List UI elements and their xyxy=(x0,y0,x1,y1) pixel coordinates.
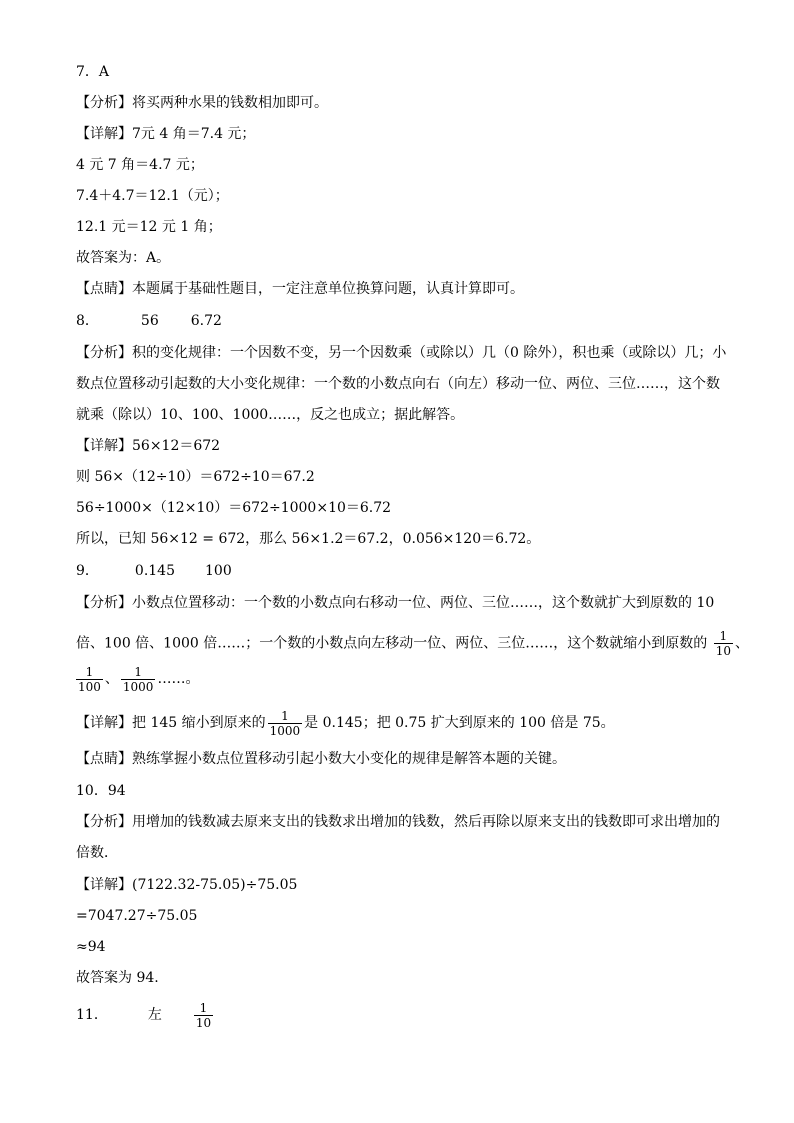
denominator: 1000 xyxy=(122,679,154,694)
detail-10-line-2: =7047.27÷75.05 xyxy=(76,908,198,924)
detail-7-line-4: 12.1 元＝12 元 1 角； xyxy=(76,219,222,235)
analysis-10-line-1: 【分析】用增加的钱数减去原来支出的钱数求出增加的钱数，然后再除以原来支出的钱数即可求出增加的 xyxy=(76,814,720,830)
answer-value: 6.72 xyxy=(190,313,222,329)
analysis-10-line-2: 倍数． xyxy=(76,845,118,861)
answer-10-heading: 10．94 xyxy=(76,783,126,799)
answer-value: 左 xyxy=(147,1007,162,1023)
answer-8-heading xyxy=(76,311,222,331)
answer-value: 100 xyxy=(205,563,232,579)
numerator: 1 xyxy=(281,708,289,723)
fraction xyxy=(76,665,103,694)
detail-10-line-1: 【详解】(7122.32-75.05)÷75.05 xyxy=(76,877,298,893)
question-number: 9． xyxy=(76,563,99,579)
detail-7-line-3: 7.4＋4.7＝12.1（元）； xyxy=(76,188,229,204)
denominator: 10 xyxy=(195,1015,212,1030)
comment-9: 【点睛】熟练掌握小数点位置移动引起小数大小变化的规律是解答本题的关键。 xyxy=(76,751,566,767)
answer-9-heading xyxy=(76,561,232,581)
fraction xyxy=(714,629,733,658)
detail-10-line-3: ≈94 xyxy=(76,939,106,955)
answer-11-heading xyxy=(76,998,215,1032)
separator: 、 xyxy=(734,635,749,652)
analysis-9-line-2 xyxy=(76,629,749,658)
question-number: 8． xyxy=(76,313,99,329)
answer-7-heading: 7．A xyxy=(76,64,110,80)
denominator: 10 xyxy=(715,644,731,658)
detail-8-line-4: 所以，已知 56×12 = 672，那么 56×1.2＝67.2，0.056×120＝6.72。 xyxy=(76,531,541,547)
detail-8-line-3: 56÷1000×（12×10）＝672÷1000×10＝6.72 xyxy=(76,500,392,516)
detail-text: 是 0.145；把 0.75 扩大到原来的 100 倍是 75。 xyxy=(304,715,615,731)
analysis-9-line-3 xyxy=(76,664,199,694)
fraction xyxy=(268,709,303,738)
analysis-7: 【分析】将买两种水果的钱数相加即可。 xyxy=(76,95,328,111)
detail-7-line-2: 4 元 7 角＝4.7 元； xyxy=(76,157,204,173)
answer-value: 0.145 xyxy=(134,563,176,579)
analysis-8-line-3: 就乘（除以）10、100、1000……，反之也成立；据此解答。 xyxy=(76,407,465,423)
answer-7-conclusion: 故答案为：A。 xyxy=(76,250,171,266)
denominator: 100 xyxy=(78,679,101,694)
analysis-8-line-1: 【分析】积的变化规律：一个因数不变，另一个因数乘（或除以）几（0 除外），积也乘（或除以）几；小 xyxy=(76,345,727,361)
fraction xyxy=(194,1001,213,1030)
detail-text: 【详解】把 145 缩小到原来的 xyxy=(76,715,266,731)
answer-value: 56 xyxy=(140,313,159,329)
separator: 、 xyxy=(104,671,119,687)
comment-7: 【点睛】本题属于基础性题目，一定注意单位换算问题，认真计算即可。 xyxy=(76,281,524,297)
numerator: 1 xyxy=(719,629,728,643)
analysis-8-line-2: 数点位置移动引起数的大小变化规律：一个数的小数点向右（向左）移动一位、两位、三位……，这个数 xyxy=(76,376,720,392)
detail-8-line-1: 【详解】56×12＝672 xyxy=(76,438,221,454)
question-number: 11． xyxy=(76,1007,108,1023)
ellipsis: ……。 xyxy=(157,671,200,687)
detail-8-line-2: 则 56×（12÷10）＝672÷10＝67.2 xyxy=(76,469,315,485)
detail-9 xyxy=(76,708,615,738)
numerator: 1 xyxy=(134,664,142,679)
detail-7-line-1: 【详解】7元 4 角＝7.4 元； xyxy=(76,126,256,142)
numerator: 1 xyxy=(199,1000,208,1015)
fraction xyxy=(121,665,156,694)
numerator: 1 xyxy=(85,664,94,679)
answer-10-conclusion: 故答案为 94. xyxy=(76,970,159,986)
denominator: 1000 xyxy=(269,723,301,738)
analysis-text: 倍、100 倍、1000 倍……；一个数的小数点向左移动一位、两位、三位……，这个数就缩小到原数的 xyxy=(76,635,708,652)
analysis-9-line-1: 【分析】小数点位置移动：一个数的小数点向右移动一位、两位、三位……，这个数就扩大到原数的 10 xyxy=(76,595,715,611)
